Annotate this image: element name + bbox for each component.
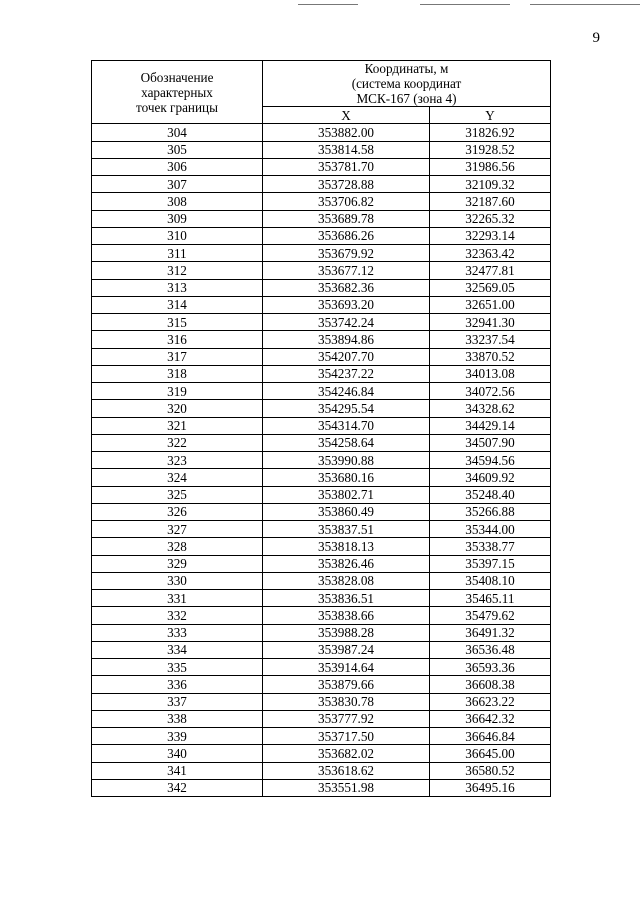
x-coordinate-cell: 354295.54 bbox=[263, 400, 430, 417]
top-rule-middle bbox=[420, 4, 510, 5]
x-coordinate-cell: 353682.36 bbox=[263, 279, 430, 296]
x-coordinate-cell: 353679.92 bbox=[263, 245, 430, 262]
y-coordinate-cell: 36642.32 bbox=[430, 710, 551, 727]
x-coordinate-cell: 353677.12 bbox=[263, 262, 430, 279]
point-id-cell: 342 bbox=[92, 779, 263, 796]
y-coordinate-cell: 34507.90 bbox=[430, 434, 551, 451]
point-id-cell: 304 bbox=[92, 124, 263, 141]
point-id-cell: 337 bbox=[92, 693, 263, 710]
header-coordinates bbox=[263, 61, 551, 107]
table-row bbox=[92, 469, 551, 486]
table-row bbox=[92, 124, 551, 141]
header-coordinates-line: МСК-167 (зона 4) bbox=[356, 91, 457, 106]
point-id-cell: 319 bbox=[92, 383, 263, 400]
point-id-cell: 308 bbox=[92, 193, 263, 210]
y-coordinate-cell: 32293.14 bbox=[430, 227, 551, 244]
top-rule-left bbox=[298, 4, 358, 5]
y-coordinate-cell: 32187.60 bbox=[430, 193, 551, 210]
y-coordinate-cell: 35465.11 bbox=[430, 590, 551, 607]
point-id-cell: 333 bbox=[92, 624, 263, 641]
x-coordinate-cell: 353728.88 bbox=[263, 176, 430, 193]
header-y: Y bbox=[430, 107, 551, 124]
point-id-cell: 334 bbox=[92, 641, 263, 658]
x-coordinate-cell: 353828.08 bbox=[263, 572, 430, 589]
point-id-cell: 321 bbox=[92, 417, 263, 434]
x-coordinate-cell: 354258.64 bbox=[263, 434, 430, 451]
table-row bbox=[92, 607, 551, 624]
x-coordinate-cell: 353777.92 bbox=[263, 710, 430, 727]
point-id-cell: 335 bbox=[92, 659, 263, 676]
y-coordinate-cell: 32569.05 bbox=[430, 279, 551, 296]
x-coordinate-cell: 353830.78 bbox=[263, 693, 430, 710]
header-coordinates-line: (система координат bbox=[351, 76, 462, 91]
point-id-cell: 329 bbox=[92, 555, 263, 572]
table-row bbox=[92, 555, 551, 572]
x-coordinate-cell: 353717.50 bbox=[263, 728, 430, 745]
x-coordinate-cell: 353987.24 bbox=[263, 641, 430, 658]
x-coordinate-cell: 353990.88 bbox=[263, 452, 430, 469]
point-id-cell: 336 bbox=[92, 676, 263, 693]
y-coordinate-cell: 34328.62 bbox=[430, 400, 551, 417]
y-coordinate-cell: 36580.52 bbox=[430, 762, 551, 779]
x-coordinate-cell: 353802.71 bbox=[263, 486, 430, 503]
point-id-cell: 326 bbox=[92, 503, 263, 520]
point-id-cell: 327 bbox=[92, 521, 263, 538]
coordinates-table bbox=[91, 60, 551, 797]
y-coordinate-cell: 34072.56 bbox=[430, 383, 551, 400]
x-coordinate-cell: 353988.28 bbox=[263, 624, 430, 641]
table-row bbox=[92, 262, 551, 279]
header-point-label-line: характерных bbox=[141, 84, 213, 100]
table-body bbox=[92, 124, 551, 797]
table-row bbox=[92, 693, 551, 710]
table-row bbox=[92, 590, 551, 607]
y-coordinate-cell: 35266.88 bbox=[430, 503, 551, 520]
y-coordinate-cell: 36623.22 bbox=[430, 693, 551, 710]
x-coordinate-cell: 353894.86 bbox=[263, 331, 430, 348]
point-id-cell: 307 bbox=[92, 176, 263, 193]
point-id-cell: 306 bbox=[92, 158, 263, 175]
x-coordinate-cell: 353618.62 bbox=[263, 762, 430, 779]
x-coordinate-cell: 353781.70 bbox=[263, 158, 430, 175]
table-row bbox=[92, 296, 551, 313]
x-coordinate-cell: 353860.49 bbox=[263, 503, 430, 520]
top-rule-right bbox=[530, 4, 640, 5]
x-coordinate-cell: 353818.13 bbox=[263, 538, 430, 555]
table-row bbox=[92, 710, 551, 727]
point-id-cell: 341 bbox=[92, 762, 263, 779]
x-coordinate-cell: 353836.51 bbox=[263, 590, 430, 607]
table-row bbox=[92, 728, 551, 745]
point-id-cell: 330 bbox=[92, 572, 263, 589]
y-coordinate-cell: 35338.77 bbox=[430, 538, 551, 555]
x-coordinate-cell: 353682.02 bbox=[263, 745, 430, 762]
x-coordinate-cell: 353814.58 bbox=[263, 141, 430, 158]
point-id-cell: 312 bbox=[92, 262, 263, 279]
y-coordinate-cell: 36645.00 bbox=[430, 745, 551, 762]
point-id-cell: 328 bbox=[92, 538, 263, 555]
y-coordinate-cell: 35397.15 bbox=[430, 555, 551, 572]
y-coordinate-cell: 35408.10 bbox=[430, 572, 551, 589]
point-id-cell: 331 bbox=[92, 590, 263, 607]
x-coordinate-cell: 353551.98 bbox=[263, 779, 430, 796]
table-row bbox=[92, 348, 551, 365]
table-row bbox=[92, 676, 551, 693]
y-coordinate-cell: 36593.36 bbox=[430, 659, 551, 676]
x-coordinate-cell: 354314.70 bbox=[263, 417, 430, 434]
table-row bbox=[92, 434, 551, 451]
table-row bbox=[92, 572, 551, 589]
point-id-cell: 322 bbox=[92, 434, 263, 451]
point-id-cell: 339 bbox=[92, 728, 263, 745]
x-coordinate-cell: 353689.78 bbox=[263, 210, 430, 227]
y-coordinate-cell: 31928.52 bbox=[430, 141, 551, 158]
table-row bbox=[92, 745, 551, 762]
table-row bbox=[92, 417, 551, 434]
table-row bbox=[92, 641, 551, 658]
x-coordinate-cell: 354237.22 bbox=[263, 365, 430, 382]
point-id-cell: 325 bbox=[92, 486, 263, 503]
x-coordinate-cell: 353693.20 bbox=[263, 296, 430, 313]
table-row bbox=[92, 503, 551, 520]
y-coordinate-cell: 32477.81 bbox=[430, 262, 551, 279]
y-coordinate-cell: 35479.62 bbox=[430, 607, 551, 624]
y-coordinate-cell: 32941.30 bbox=[430, 314, 551, 331]
table-row bbox=[92, 779, 551, 796]
x-coordinate-cell: 354246.84 bbox=[263, 383, 430, 400]
point-id-cell: 324 bbox=[92, 469, 263, 486]
x-coordinate-cell: 353686.26 bbox=[263, 227, 430, 244]
x-coordinate-cell: 353879.66 bbox=[263, 676, 430, 693]
point-id-cell: 314 bbox=[92, 296, 263, 313]
x-coordinate-cell: 353826.46 bbox=[263, 555, 430, 572]
point-id-cell: 313 bbox=[92, 279, 263, 296]
table-row bbox=[92, 452, 551, 469]
x-coordinate-cell: 353742.24 bbox=[263, 314, 430, 331]
table-row bbox=[92, 314, 551, 331]
point-id-cell: 320 bbox=[92, 400, 263, 417]
x-coordinate-cell: 353680.16 bbox=[263, 469, 430, 486]
header-coordinates-line: Координаты, м bbox=[364, 61, 449, 76]
y-coordinate-cell: 36608.38 bbox=[430, 676, 551, 693]
x-coordinate-cell: 353838.66 bbox=[263, 607, 430, 624]
table-row bbox=[92, 193, 551, 210]
y-coordinate-cell: 35248.40 bbox=[430, 486, 551, 503]
point-id-cell: 315 bbox=[92, 314, 263, 331]
table-row bbox=[92, 210, 551, 227]
y-coordinate-cell: 34013.08 bbox=[430, 365, 551, 382]
page-number: 9 bbox=[592, 30, 600, 46]
table-row bbox=[92, 400, 551, 417]
y-coordinate-cell: 36646.84 bbox=[430, 728, 551, 745]
point-id-cell: 311 bbox=[92, 245, 263, 262]
table-row bbox=[92, 158, 551, 175]
point-id-cell: 338 bbox=[92, 710, 263, 727]
table-row bbox=[92, 279, 551, 296]
table-row bbox=[92, 624, 551, 641]
point-id-cell: 316 bbox=[92, 331, 263, 348]
point-id-cell: 340 bbox=[92, 745, 263, 762]
header-point-label-line: Обозначение bbox=[140, 69, 214, 85]
y-coordinate-cell: 32363.42 bbox=[430, 245, 551, 262]
y-coordinate-cell: 34609.92 bbox=[430, 469, 551, 486]
point-id-cell: 323 bbox=[92, 452, 263, 469]
header-point-label bbox=[92, 61, 263, 124]
table-row bbox=[92, 538, 551, 555]
y-coordinate-cell: 36491.32 bbox=[430, 624, 551, 641]
y-coordinate-cell: 33237.54 bbox=[430, 331, 551, 348]
table-row bbox=[92, 245, 551, 262]
point-id-cell: 305 bbox=[92, 141, 263, 158]
header-x: X bbox=[263, 107, 430, 124]
table-row bbox=[92, 762, 551, 779]
point-id-cell: 318 bbox=[92, 365, 263, 382]
y-coordinate-cell: 32265.32 bbox=[430, 210, 551, 227]
table-row bbox=[92, 486, 551, 503]
point-id-cell: 332 bbox=[92, 607, 263, 624]
y-coordinate-cell: 31826.92 bbox=[430, 124, 551, 141]
point-id-cell: 310 bbox=[92, 227, 263, 244]
x-coordinate-cell: 353706.82 bbox=[263, 193, 430, 210]
y-coordinate-cell: 36495.16 bbox=[430, 779, 551, 796]
y-coordinate-cell: 32109.32 bbox=[430, 176, 551, 193]
y-coordinate-cell: 36536.48 bbox=[430, 641, 551, 658]
header-point-label-line: точек границы bbox=[136, 99, 218, 115]
y-coordinate-cell: 31986.56 bbox=[430, 158, 551, 175]
y-coordinate-cell: 33870.52 bbox=[430, 348, 551, 365]
table-row bbox=[92, 383, 551, 400]
table-row bbox=[92, 659, 551, 676]
table-row bbox=[92, 176, 551, 193]
x-coordinate-cell: 353837.51 bbox=[263, 521, 430, 538]
point-id-cell: 309 bbox=[92, 210, 263, 227]
y-coordinate-cell: 32651.00 bbox=[430, 296, 551, 313]
table-row bbox=[92, 331, 551, 348]
x-coordinate-cell: 353882.00 bbox=[263, 124, 430, 141]
table-row bbox=[92, 521, 551, 538]
table-row bbox=[92, 365, 551, 382]
point-id-cell: 317 bbox=[92, 348, 263, 365]
y-coordinate-cell: 35344.00 bbox=[430, 521, 551, 538]
x-coordinate-cell: 354207.70 bbox=[263, 348, 430, 365]
x-coordinate-cell: 353914.64 bbox=[263, 659, 430, 676]
table-row bbox=[92, 227, 551, 244]
y-coordinate-cell: 34594.56 bbox=[430, 452, 551, 469]
table-row bbox=[92, 141, 551, 158]
y-coordinate-cell: 34429.14 bbox=[430, 417, 551, 434]
